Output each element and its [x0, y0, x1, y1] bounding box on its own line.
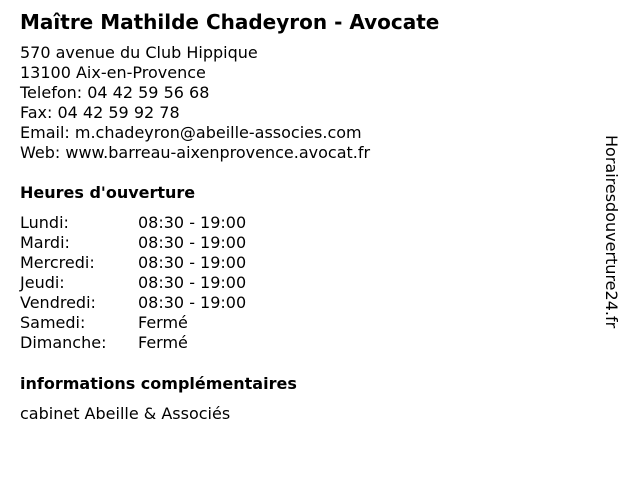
day-hours: Fermé	[138, 313, 188, 332]
day-label: Samedi:	[20, 313, 86, 332]
hours-heading: Heures d'ouverture	[20, 183, 196, 202]
day-label: Lundi:	[20, 213, 69, 232]
info-heading: informations complémentaires	[20, 374, 297, 393]
info-text: cabinet Abeille & Associés	[20, 404, 231, 423]
day-label: Mardi:	[20, 233, 70, 252]
email-address: Email: m.chadeyron@abeille-associes.com	[20, 123, 362, 142]
city-address: 13100 Aix-en-Provence	[20, 63, 206, 82]
day-hours: 08:30 - 19:00	[138, 213, 247, 232]
fax-number: Fax: 04 42 59 92 78	[20, 103, 180, 122]
day-hours: 08:30 - 19:00	[138, 273, 247, 292]
day-label: Dimanche:	[20, 333, 107, 352]
day-hours: 08:30 - 19:00	[138, 293, 247, 312]
day-label: Jeudi:	[20, 273, 65, 292]
phone-number: Telefon: 04 42 59 56 68	[20, 83, 210, 102]
day-hours: Fermé	[138, 333, 188, 352]
day-label: Vendredi:	[20, 293, 96, 312]
day-hours: 08:30 - 19:00	[138, 233, 247, 252]
day-hours: 08:30 - 19:00	[138, 253, 247, 272]
day-label: Mercredi:	[20, 253, 95, 272]
street-address: 570 avenue du Club Hippique	[20, 43, 258, 62]
contact-block	[20, 43, 370, 163]
page-title: Maître Mathilde Chadeyron - Avocate	[20, 10, 440, 34]
site-watermark: Horairesdouverture24.fr	[602, 135, 621, 329]
website-address: Web: www.barreau-aixenprovence.avocat.fr	[20, 143, 371, 162]
